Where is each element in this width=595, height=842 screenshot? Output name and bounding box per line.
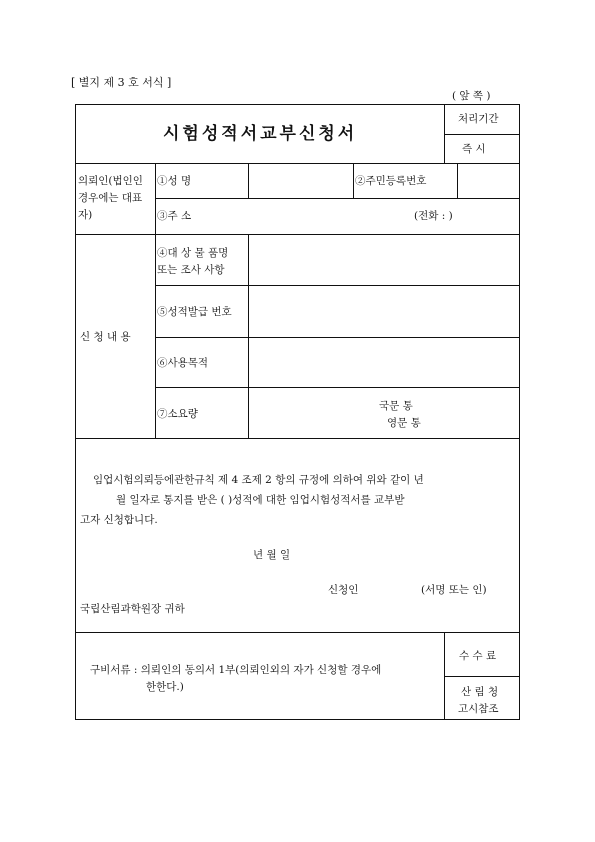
- fee-reference-line-2: 고시참조: [458, 703, 499, 715]
- form-number-label: [ 별지 제 3 호 서식 ]: [71, 76, 172, 89]
- purpose-label: ⑥사용목적: [157, 357, 209, 369]
- required-documents-line-2: 한한다.): [146, 681, 184, 693]
- application-date: 년 월 일: [253, 549, 291, 561]
- applicant-sign-label: 신청인: [328, 584, 359, 596]
- phone-label: (전화 : ): [414, 210, 453, 222]
- quantity-label: ⑦소요량: [157, 408, 198, 420]
- title-processing-divider: [444, 104, 445, 163]
- request-row-line-1: [155, 285, 520, 286]
- rrn-label-left-divider: [353, 163, 354, 198]
- rrn-label: ②주민등록번호: [355, 175, 427, 187]
- request-row-line-3: [155, 387, 520, 388]
- request-section-label: 신 청 내 용: [80, 331, 131, 343]
- statement-line-3: 고자 신청합니다.: [80, 514, 158, 526]
- statement-bottom-line: [75, 632, 520, 633]
- section-label-divider: [155, 163, 156, 438]
- korean-copies-label: 국문 통: [379, 400, 413, 412]
- request-label-divider: [248, 234, 249, 438]
- title-row-bottom-line: [75, 163, 444, 164]
- request-row-line-2: [155, 337, 520, 338]
- processing-period-label: 처리기간: [458, 113, 499, 125]
- page-side-label: ( 앞 쪽 ): [452, 90, 491, 102]
- applicant-section-bottom-line: [75, 234, 520, 235]
- address-label: ③주 소: [157, 210, 192, 222]
- fee-reference-line-1: 산 림 청: [461, 686, 499, 698]
- statement-line-1: 임업시험의뢰등에관한규칙 제 4 조제 2 항의 규정에 의하여 위와 같이 년: [93, 474, 424, 486]
- addressee: 국립산림과학원장 귀하: [80, 603, 185, 615]
- rrn-label-right-divider: [457, 163, 458, 198]
- statement-line-2: 월 일자로 통지를 받은 ( )성적에 대한 임업시험성적서를 교부받: [116, 494, 405, 506]
- name-field-divider: [248, 163, 249, 198]
- applicant-section-label-2: 경우에는 대표: [78, 192, 143, 204]
- processing-period-value: 즉 시: [462, 143, 486, 155]
- request-section-bottom-line: [75, 438, 520, 439]
- fee-column-divider: [444, 632, 445, 720]
- english-copies-label: 영문 통: [387, 417, 421, 429]
- processing-divider-line: [444, 134, 520, 135]
- name-label: ①성 명: [157, 175, 192, 187]
- fee-divider-line: [444, 676, 520, 677]
- item-label-line-1: ④대 상 물 품명: [157, 247, 229, 259]
- applicant-row-line: [155, 198, 520, 199]
- applicant-section-label-1: 의뢰인(법인인: [78, 175, 143, 187]
- fee-label: 수 수 료: [459, 650, 497, 662]
- item-label-line-2: 또는 조사 사항: [157, 264, 225, 276]
- report-number-label: ⑤성적발급 번호: [157, 306, 232, 318]
- required-documents-line-1: 구비서류 : 의뢰인의 동의서 1부(의뢰인외의 자가 신청할 경우에: [90, 664, 382, 676]
- signature-note: (서명 또는 인): [421, 584, 487, 596]
- applicant-section-label-3: 자): [78, 209, 93, 221]
- processing-bottom-line: [444, 163, 520, 164]
- form-title: 시험성적서교부신청서: [163, 124, 358, 144]
